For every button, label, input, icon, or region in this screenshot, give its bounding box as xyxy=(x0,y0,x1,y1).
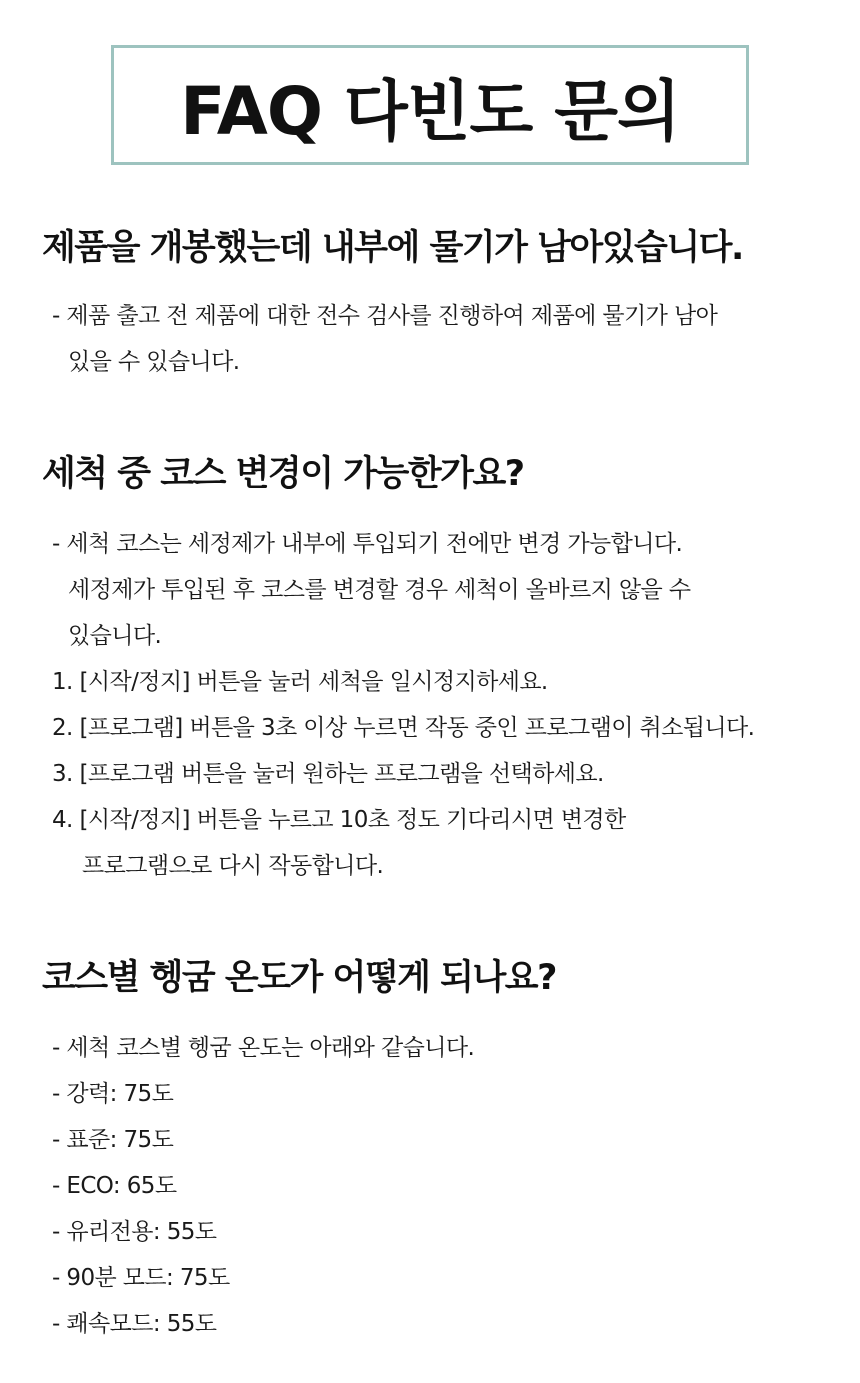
temp-item-standard: - 표준: 75도 xyxy=(52,1127,174,1153)
faq-question-3: 코스별 헹굼 온도가 어떻게 되나요? xyxy=(42,958,556,998)
faq-answer-line: 있을 수 있습니다. xyxy=(68,349,240,375)
faq-step-2: 2. [프로그램] 버튼을 3초 이상 누르면 작동 중인 프로그램이 취소됩니다. xyxy=(52,715,755,741)
faq-answer-line: - 세척 코스별 헹굼 온도는 아래와 같습니다. xyxy=(52,1035,475,1061)
faq-answer-line: - 세척 코스는 세정제가 내부에 투입되기 전에만 변경 가능합니다. xyxy=(52,531,683,557)
faq-question-2: 세척 중 코스 변경이 가능한가요? xyxy=(42,454,524,494)
faq-answer-line: 있습니다. xyxy=(68,623,162,649)
title-box xyxy=(111,45,749,165)
temp-item-quick: - 쾌속모드: 55도 xyxy=(52,1311,217,1337)
temp-item-strong: - 강력: 75도 xyxy=(52,1081,174,1107)
faq-step-3: 3. [프로그램 버튼을 눌러 원하는 프로그램을 선택하세요. xyxy=(52,761,604,787)
faq-question-1: 제품을 개봉했는데 내부에 물기가 남아있습니다. xyxy=(42,228,743,268)
temp-item-90min: - 90분 모드: 75도 xyxy=(52,1265,230,1291)
temp-item-glass: - 유리전용: 55도 xyxy=(52,1219,217,1245)
page-title: FAQ 다빈도 문의 xyxy=(180,72,680,150)
faq-step-4: 4. [시작/정지] 버튼을 누르고 10초 정도 기다리시면 변경한 xyxy=(52,807,626,833)
faq-answer-line: - 제품 출고 전 제품에 대한 전수 검사를 진행하여 제품에 물기가 남아 xyxy=(52,303,718,329)
faq-step-1: 1. [시작/정지] 버튼을 눌러 세척을 일시정지하세요. xyxy=(52,669,548,695)
temp-item-eco: - ECO: 65도 xyxy=(52,1173,177,1199)
faq-step-4-cont: 프로그램으로 다시 작동합니다. xyxy=(82,853,384,879)
faq-answer-line: 세정제가 투입된 후 코스를 변경할 경우 세척이 올바르지 않을 수 xyxy=(68,577,691,603)
